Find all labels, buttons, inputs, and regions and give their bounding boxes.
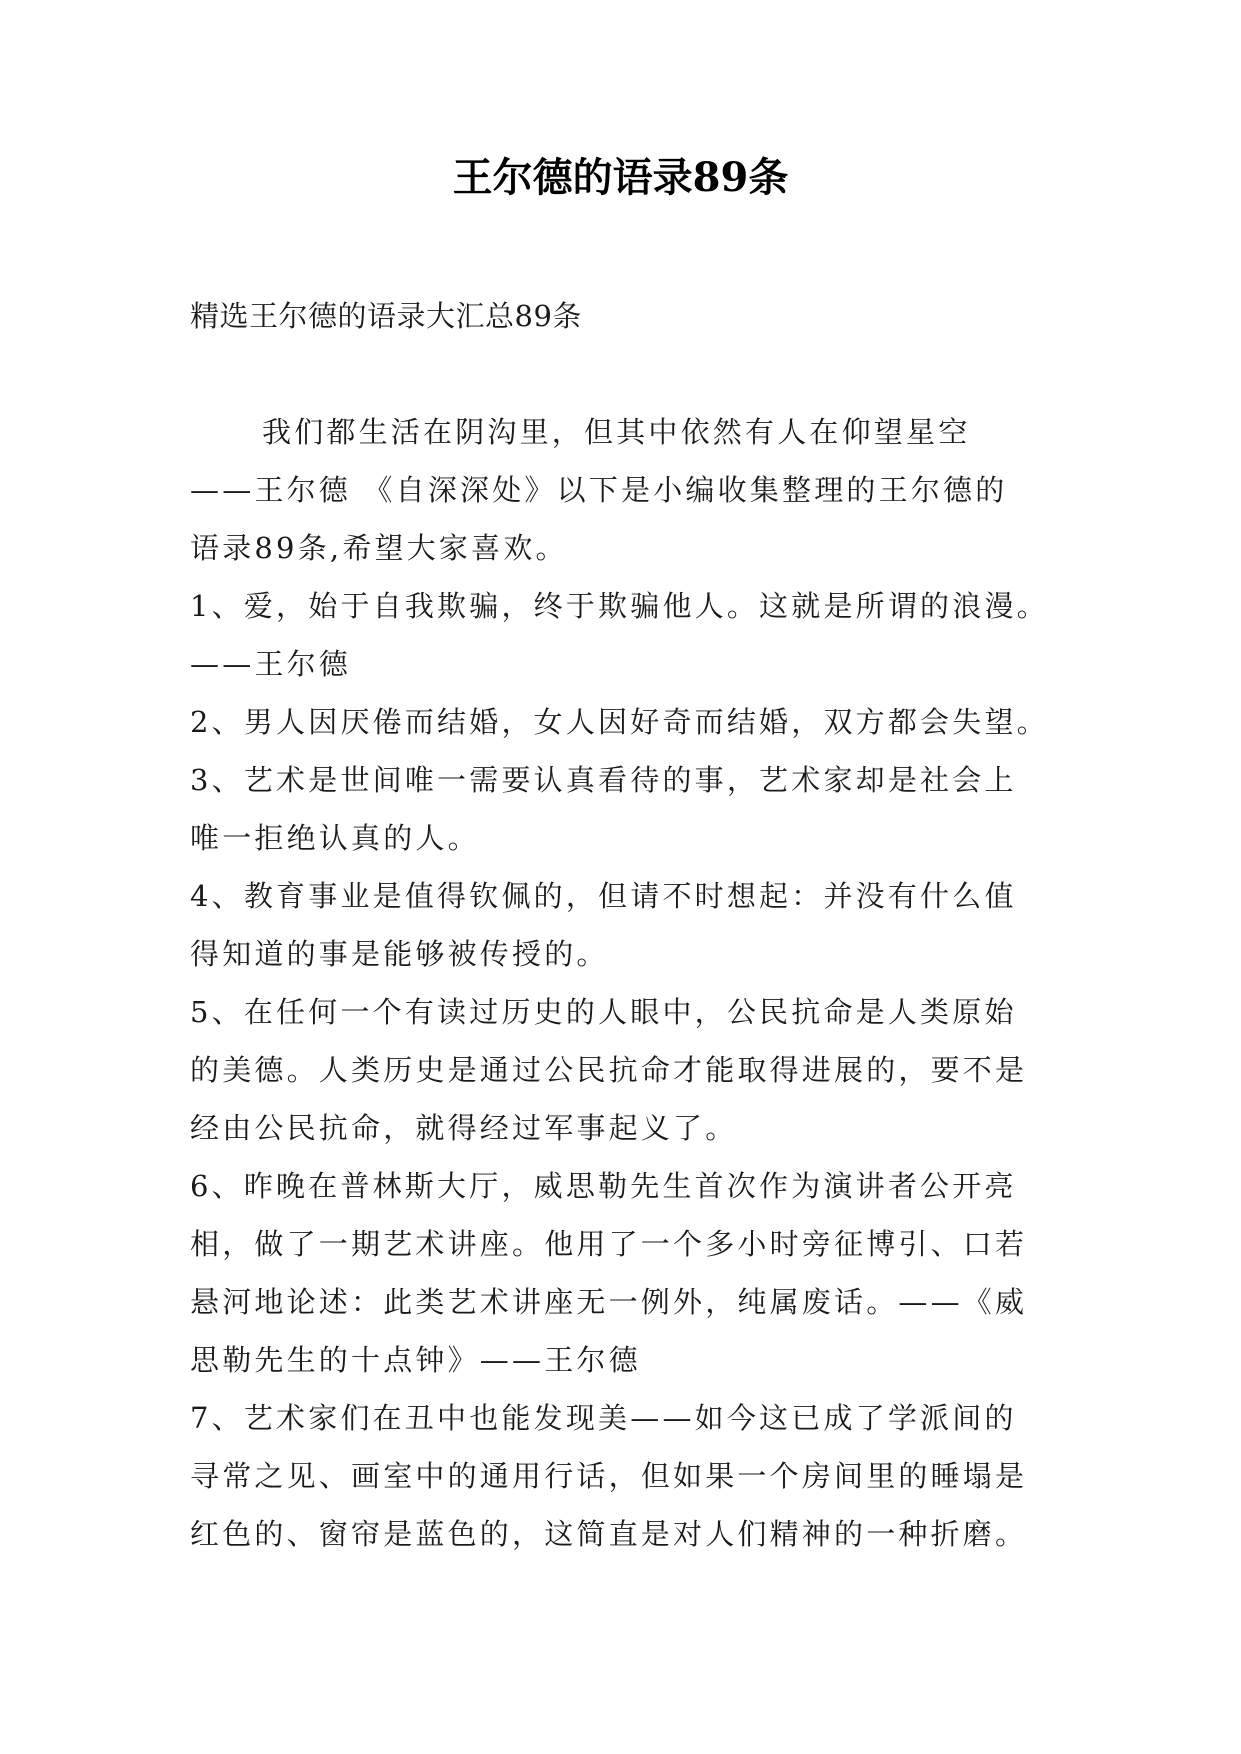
quote-6-line-2: 相，做了一期艺术讲座。他用了一个多小时旁征博引、口若 — [190, 1227, 1028, 1261]
quote-1-line-1: 1、爱，始于自我欺骗，终于欺骗他人。这就是所谓的浪漫。 — [190, 589, 1049, 623]
intro-line-3: 语录89条,希望大家喜欢。 — [190, 531, 568, 565]
quote-2-line-1: 2、男人因厌倦而结婚，女人因好奇而结婚，双方都会失望。 — [190, 705, 1049, 739]
quote-6-line-1: 6、昨晚在普林斯大厅，威思勒先生首次作为演讲者公开亮 — [190, 1169, 1017, 1203]
quote-7-line-3: 红色的、窗帘是蓝色的，这简直是对人们精神的一种折磨。 — [190, 1517, 1028, 1551]
intro-line-1: 我们都生活在阴沟里，但其中依然有人在仰望星空 — [262, 415, 971, 449]
quote-4-line-2: 得知道的事是能够被传授的。 — [190, 937, 609, 971]
quote-5-line-3: 经由公民抗命，就得经过军事起义了。 — [190, 1111, 738, 1145]
quote-6-line-3: 悬河地论述：此类艺术讲座无一例外，纯属废话。——《威 — [190, 1285, 1028, 1319]
quote-5-line-2: 的美德。人类历史是通过公民抗命才能取得进展的，要不是 — [190, 1053, 1028, 1087]
quote-7-line-1: 7、艺术家们在丑中也能发现美——如今这已成了学派间的 — [190, 1401, 1017, 1435]
quote-3-line-1: 3、艺术是世间唯一需要认真看待的事，艺术家却是社会上 — [190, 763, 1017, 797]
quote-3-line-2: 唯一拒绝认真的人。 — [190, 821, 480, 855]
page-title: 王尔德的语录89条 — [452, 154, 789, 201]
quote-7-line-2: 寻常之见、画室中的通用行话，但如果一个房间里的睡塌是 — [190, 1459, 1028, 1493]
subtitle: 精选王尔德的语录大汇总89条 — [190, 299, 582, 333]
quote-4-line-1: 4、教育事业是值得钦佩的，但请不时想起：并没有什么值 — [190, 879, 1017, 913]
quote-1-line-2: ——王尔德 — [190, 647, 352, 681]
intro-line-2: ——王尔德 《自深深处》以下是小编收集整理的王尔德的 — [190, 473, 1008, 507]
quote-5-line-1: 5、在任何一个有读过历史的人眼中，公民抗命是人类原始 — [190, 995, 1017, 1029]
quote-6-line-4: 思勒先生的十点钟》——王尔德 — [190, 1343, 641, 1377]
